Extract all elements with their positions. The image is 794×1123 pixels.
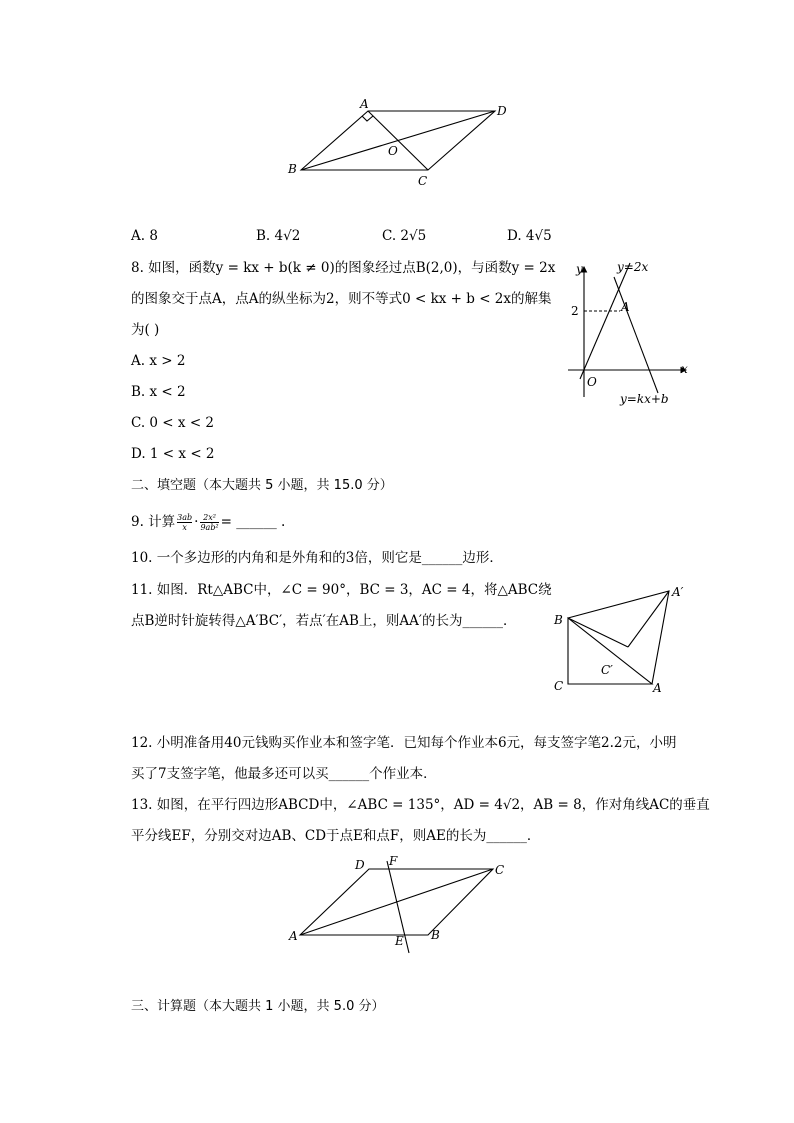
q13-label-a: A — [289, 929, 298, 943]
q13-label-b: B — [431, 928, 440, 942]
q11-line-1: 11. 如图．Rt△ABC中，∠C = 90°，BC = 3，AC = 4，将△ABC绕 — [131, 582, 552, 598]
label-a: A — [360, 97, 369, 111]
q9-suffix: = ______ . — [220, 514, 286, 530]
q8-x-axis-label: x — [681, 362, 688, 376]
q9-fraction2-numerator: 2x² — [200, 513, 218, 523]
q8-option-a: A. x > 2 — [131, 353, 186, 369]
label-b: B — [288, 162, 297, 176]
label-c: C — [418, 174, 428, 188]
q8-y-tick-2: 2 — [571, 304, 579, 318]
figure-parallelogram-abcd — [280, 95, 520, 190]
figure-q8-graph — [560, 255, 700, 410]
q7-option-c: C. 2√5 — [382, 228, 427, 244]
q7-option-d: D. 4√5 — [507, 228, 552, 244]
q11-label-c: C — [554, 679, 564, 693]
label-o: O — [388, 144, 398, 158]
q11-label-a: A — [653, 681, 662, 695]
q8-option-b: B. x < 2 — [131, 384, 186, 400]
q8-option-c: C. 0 < x < 2 — [131, 415, 215, 431]
q11-label-a-prime: A′ — [672, 585, 684, 599]
q8-option-d: D. 1 < x < 2 — [131, 446, 215, 462]
q9-fraction1-denominator: x — [182, 523, 187, 532]
q13-label-f: F — [389, 854, 398, 868]
q8-line-1: 8. 如图，函数y = kx + b(k ≠ 0)的图象经过点B(2,0)，与函数y = 2x — [131, 260, 556, 276]
q7-option-b: B. 4√2 — [256, 228, 301, 244]
q13-label-c: C — [495, 863, 505, 877]
q12-line-2: 买了7支签字笔，他最多还可以买______个作业本． — [131, 766, 437, 782]
q9-fraction1-numerator: 3ab — [177, 513, 193, 522]
q9-prefix: 9. 计算 — [131, 514, 176, 530]
q13-label-d: D — [355, 858, 365, 872]
q12-line-1: 12. 小明准备用40元钱购买作业本和签字笔．已知每个作业本6元，每支签字笔2.2元，小明 — [131, 735, 677, 751]
q11-label-c-prime: C′ — [601, 663, 613, 677]
q11-line-2: 点B逆时针旋转得△A′BC′，若点′在AB上，则AA′的长为______． — [131, 613, 517, 629]
q9-question: 9. 计算 $\frac{3ab}{x}$ · $\frac{\text{2x²}}{\text{9ab²}}$ = ______ . — [131, 513, 286, 532]
q9-fraction2-denominator: 9ab² — [200, 523, 219, 532]
figure-q11-rotation — [548, 580, 698, 695]
q8-origin-label: O — [587, 375, 597, 389]
q13-line-2: 平分线EF，分别交对边AB、CD于点E和点F，则AE的长为______． — [131, 828, 541, 844]
q10-question: 10. 一个多边形的内角和是外角和的3倍，则它是______边形． — [131, 550, 503, 566]
q8-line-kxb-label: y=kx+b — [620, 392, 669, 406]
q8-y-axis-label: y — [576, 262, 583, 276]
section-2-title: 二、填空题（本大题共 5 小题，共 15.0 分） — [131, 478, 393, 493]
q8-line-y2x-label: y=2x — [617, 260, 649, 274]
q13-line-1: 13. 如图，在平行四边形ABCD中，∠ABC = 135°，AD = 4√2，AB = 8，作对角线AC的垂直 — [131, 797, 710, 813]
section-3-title: 三、计算题（本大题共 1 小题，共 5.0 分） — [131, 999, 385, 1014]
figure-q13-parallelogram — [283, 852, 513, 957]
q11-label-b: B — [554, 613, 563, 627]
q7-option-a: A. 8 — [131, 228, 158, 244]
q8-line-3: 为( ) — [131, 322, 160, 338]
label-d: D — [497, 104, 507, 118]
q8-line-2: 的图象交于点A，点A的纵坐标为2，则不等式0 < kx + b < 2x的解集 — [131, 291, 552, 307]
q13-label-e: E — [395, 934, 404, 948]
q8-point-a-label: A — [621, 300, 630, 314]
